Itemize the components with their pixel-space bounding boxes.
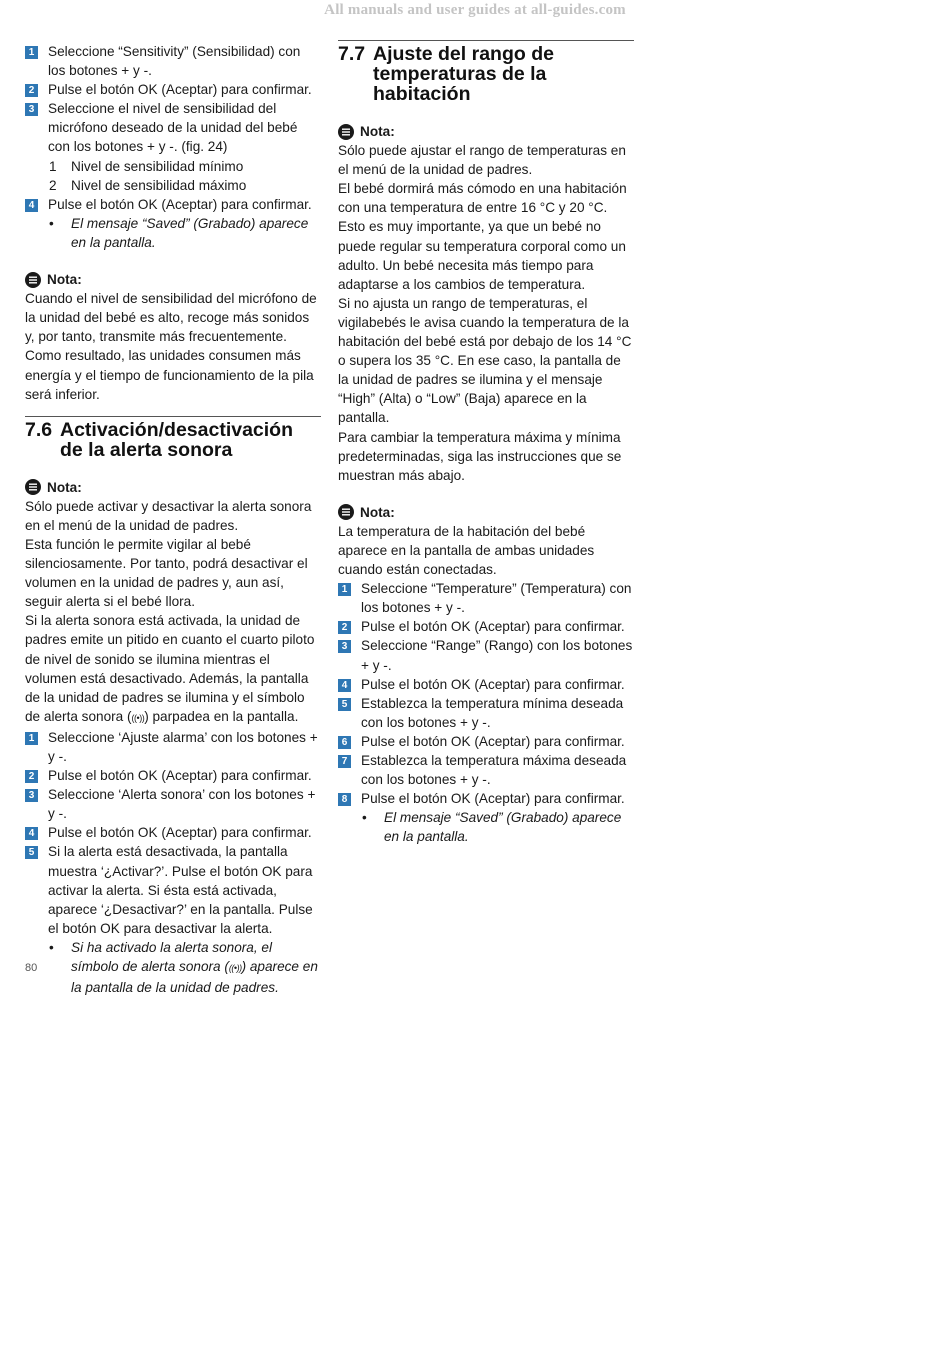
note-icon bbox=[25, 479, 41, 495]
note-label: Nota: bbox=[47, 272, 82, 288]
step-text: Seleccione el nivel de sensibilidad del micrófono deseado de la unidad del bebé con los botones + y -. (fig. 24) bbox=[48, 101, 298, 155]
step-text: Seleccione “Range” (Rango) con los botones + y -. bbox=[361, 638, 633, 673]
bullet-text: El mensaje “Saved” (Grabado) aparece en la pantalla. bbox=[71, 215, 309, 250]
step-number: 1 bbox=[25, 732, 38, 745]
step-number: 4 bbox=[338, 679, 351, 692]
step-number: 5 bbox=[25, 846, 38, 859]
list-item bbox=[338, 675, 634, 694]
step-text: Seleccione ‘Ajuste alarma’ con los botones + y -. bbox=[48, 729, 318, 764]
step-text: Si la alerta está desactivada, la pantalla muestra ‘¿Activar?’. Pulse el botón OK para activar la alerta. Si ésta está activada, aparece ‘¿Desactivar?’ en la pantalla. Pulse el botón OK para desactivar la alerta. bbox=[48, 844, 313, 936]
paragraph: Para cambiar la temperatura máxima y mínima predeterminadas, siga las instrucciones que se muestran más abajo. bbox=[338, 429, 622, 483]
note-text: La temperatura de la habitación del bebé aparece en la pantalla de ambas unidades cuando están conectadas. bbox=[338, 523, 595, 578]
step-number: 2 bbox=[25, 84, 38, 97]
sound-alert-icon: ((•)) bbox=[131, 712, 145, 723]
note-icon bbox=[338, 124, 354, 140]
bullet-item bbox=[338, 808, 634, 846]
section-number: 7.7 bbox=[338, 43, 366, 65]
note-heading bbox=[25, 270, 321, 289]
list-item bbox=[338, 789, 634, 808]
step-number: 1 bbox=[25, 46, 38, 59]
bullet-dot: • bbox=[49, 939, 54, 955]
step-number: 5 bbox=[338, 698, 351, 711]
step-number: 2 bbox=[25, 770, 38, 783]
list-item bbox=[338, 732, 634, 751]
list-item bbox=[25, 728, 321, 766]
step-text: Pulse el botón OK (Aceptar) para confirmar. bbox=[361, 619, 625, 635]
step-number: 4 bbox=[25, 199, 38, 212]
list-item bbox=[338, 617, 634, 636]
level-number: 1 bbox=[49, 158, 57, 174]
note-icon bbox=[25, 272, 41, 288]
bullet-item bbox=[25, 214, 321, 252]
step-number: 4 bbox=[25, 827, 38, 840]
step-text: Establezca la temperatura mínima deseada con los botones + y -. bbox=[361, 695, 624, 730]
note-label: Nota: bbox=[360, 504, 395, 520]
note-heading bbox=[338, 122, 634, 141]
list-item bbox=[338, 751, 634, 789]
list-item bbox=[338, 636, 634, 674]
paragraph-text: ) parpadea en la pantalla. bbox=[144, 708, 299, 724]
step-number: 7 bbox=[338, 755, 351, 768]
step-number: 2 bbox=[338, 621, 351, 634]
section-number: 7.6 bbox=[25, 418, 53, 441]
bullet-dot: • bbox=[362, 810, 367, 826]
list-item bbox=[25, 157, 321, 176]
step-number: 8 bbox=[338, 793, 351, 806]
list-item bbox=[25, 176, 321, 195]
section-title: Activación/desactivación de la alerta sonora bbox=[60, 418, 294, 461]
list-item bbox=[338, 579, 634, 617]
note-text: Sólo puede ajustar el rango de temperaturas en el menú de la unidad de padres. bbox=[338, 143, 626, 178]
section-heading bbox=[338, 40, 634, 104]
bullet-text: ) aparece en la pantalla de la unidad de padres. bbox=[71, 959, 318, 996]
section-title: Ajuste del rango de temperaturas de la habitación bbox=[373, 43, 554, 105]
paragraph: Si no ajusta un rango de temperaturas, el vigilabebés le avisa cuando la temperatura de la habitación del bebé está por debajo de los 14 °C o supera los 35 °C. En ese caso, la pantalla de la unidad de padres se ilumina y el mensaje “High” (Alta) o “Low” (Baja) aparece en la pantalla. bbox=[338, 295, 632, 426]
list-item bbox=[25, 195, 321, 214]
step-text: Pulse el botón OK (Aceptar) para confirmar. bbox=[48, 196, 312, 212]
step-text: Pulse el botón OK (Aceptar) para confirmar. bbox=[48, 825, 312, 841]
step-text: Pulse el botón OK (Aceptar) para confirmar. bbox=[361, 733, 625, 749]
left-column bbox=[25, 42, 321, 997]
step-number: 6 bbox=[338, 736, 351, 749]
bullet-text: Si ha activado la alerta sonora, el símbolo de alerta sonora ( bbox=[71, 939, 273, 975]
note-heading bbox=[25, 478, 321, 497]
page-number: 80 bbox=[25, 962, 38, 974]
list-item bbox=[25, 80, 321, 99]
step-text: Seleccione “Sensitivity” (Sensibilidad) con los botones + y -. bbox=[48, 44, 301, 79]
sound-alert-icon: ((•)) bbox=[228, 963, 242, 974]
note-text: Sólo puede activar y desactivar la alerta sonora en el menú de la unidad de padres. bbox=[25, 498, 312, 533]
step-text: Seleccione “Temperature” (Temperatura) con los botones + y -. bbox=[361, 581, 632, 616]
paragraph bbox=[25, 611, 321, 728]
step-number: 1 bbox=[338, 583, 351, 596]
note-heading bbox=[338, 503, 634, 522]
list-item bbox=[25, 823, 321, 842]
list-item bbox=[25, 785, 321, 823]
bullet-dot: • bbox=[49, 215, 54, 231]
step-number: 3 bbox=[338, 640, 351, 653]
note-text: Cuando el nivel de sensibilidad del micrófono de la unidad del bebé es alto, recoge más sonidos y, por tanto, transmite más frecuentemente. Como resultado, las unidades consumen más energía y el tiempo de funcionamiento de la pila será inferior. bbox=[25, 291, 317, 402]
bullet-text: El mensaje “Saved” (Grabado) aparece en la pantalla. bbox=[384, 810, 622, 845]
step-text: Establezca la temperatura máxima deseada con los botones + y -. bbox=[361, 753, 627, 788]
list-item bbox=[25, 842, 321, 937]
note-label: Nota: bbox=[47, 479, 82, 495]
list-item bbox=[25, 42, 321, 80]
step-text: Pulse el botón OK (Aceptar) para confirmar. bbox=[48, 768, 312, 784]
step-text: Pulse el botón OK (Aceptar) para confirmar. bbox=[361, 676, 625, 692]
step-number: 3 bbox=[25, 789, 38, 802]
step-text: Pulse el botón OK (Aceptar) para confirmar. bbox=[48, 82, 312, 98]
list-item bbox=[25, 99, 321, 156]
level-text: Nivel de sensibilidad mínimo bbox=[71, 158, 244, 174]
watermark: All manuals and user guides at all-guides.com bbox=[324, 2, 626, 18]
list-item bbox=[25, 766, 321, 785]
paragraph: El bebé dormirá más cómodo en una habitación con una temperatura de entre 16 °C y 20 °C. Esto es muy importante, ya que un bebé no puede regular su temperatura corporal como un adulto. Un bebé necesita más tiempo para adaptarse a los cambios de temperatura. bbox=[338, 181, 627, 292]
paragraph-text: Si la alerta sonora está activada, la unidad de padres emite un pitido en cuanto el cuarto piloto de nivel de sonido se ilumina mientras el volumen está desactivado. Además, la pantalla de la unidad de padres se ilumina y el símbolo de alerta sonora ( bbox=[25, 613, 315, 724]
section-heading bbox=[25, 416, 321, 460]
level-number: 2 bbox=[49, 177, 57, 193]
paragraph: Esta función le permite vigilar al bebé silenciosamente. Por tanto, podrá desactivar el volumen en la unidad de padres y, aun así, seguir alerta si el bebé llora. bbox=[25, 536, 308, 610]
list-item bbox=[338, 694, 634, 732]
step-text: Pulse el botón OK (Aceptar) para confirmar. bbox=[361, 791, 625, 807]
right-column bbox=[338, 40, 634, 846]
step-text: Seleccione ‘Alerta sonora’ con los botones + y -. bbox=[48, 787, 316, 822]
note-icon bbox=[338, 504, 354, 520]
step-number: 3 bbox=[25, 103, 38, 116]
bullet-item bbox=[25, 938, 321, 997]
note-label: Nota: bbox=[360, 124, 395, 139]
level-text: Nivel de sensibilidad máximo bbox=[71, 177, 247, 193]
